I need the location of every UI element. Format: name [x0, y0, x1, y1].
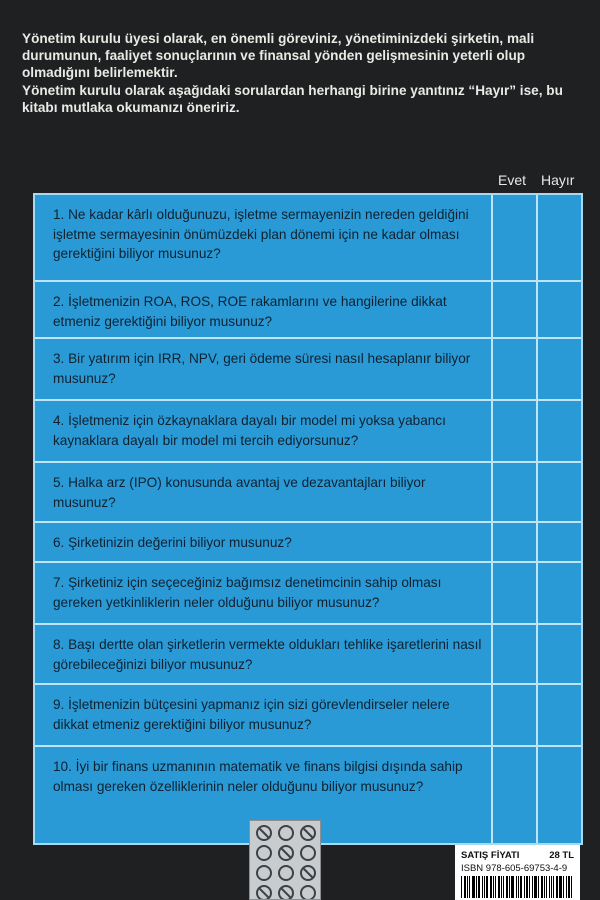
barcode-bar	[524, 876, 525, 898]
barcode-bar	[549, 876, 551, 898]
column-header-hayir: Hayır	[541, 172, 575, 188]
intro-text	[22, 30, 588, 116]
question-text: 4. İşletmeniz için özkaynaklara dayalı bir model mi yoksa yabancı kaynaklara dayalı bir model mi tercih ediyorsunuz?	[53, 413, 446, 448]
barcode-bar	[501, 876, 502, 898]
answer-box-hayir[interactable]	[538, 563, 581, 623]
question-row	[35, 523, 581, 563]
barcode-bar	[486, 876, 488, 898]
barcode-bar	[571, 876, 572, 898]
barcode-bar	[563, 876, 564, 898]
barcode-bar	[559, 876, 562, 898]
barcode	[461, 876, 574, 898]
question-text: 2. İşletmenizin ROA, ROS, ROE rakamlarını ve hangilerine dikkat etmeniz gerektiğini biliyor musunuz?	[53, 294, 447, 329]
answer-box-evet[interactable]	[493, 625, 536, 683]
question-text: 10. İyi bir finans uzmanının matematik ve finans bilgisi dışında sahip olması gereken özelliklerinin neler olduğunu biliyor musunuz?	[53, 759, 463, 794]
barcode-bar	[484, 876, 485, 898]
question-text: 7. Şirketiniz için seçeceğiniz bağımsız denetimcinin sahip olması gereken yetkinliklerin neler olduğunu biliyor musunuz?	[53, 575, 442, 610]
question-text: 8. Başı dertte olan şirketlerin vermekte oldukları tehlike işaretlerini nasıl görebileceğinizi biliyor musunuz?	[53, 637, 482, 672]
barcode-bar	[529, 876, 530, 898]
answer-box-evet[interactable]	[493, 563, 536, 623]
barcode-bar	[538, 876, 539, 898]
barcode-bar	[516, 876, 517, 898]
barcode-bar	[490, 876, 493, 898]
barcode-bar	[566, 876, 567, 898]
question-row	[35, 195, 581, 282]
answer-box-evet[interactable]	[493, 685, 536, 745]
answer-box-hayir[interactable]	[538, 523, 581, 561]
barcode-bar	[509, 876, 510, 898]
price-value: 28 TL	[549, 850, 574, 861]
answer-box-hayir[interactable]	[538, 685, 581, 745]
barcode-bar	[464, 876, 466, 898]
barcode-bar	[520, 876, 522, 898]
barcode-bar	[518, 876, 519, 898]
price-label	[455, 845, 580, 900]
barcode-bar	[476, 876, 477, 898]
answer-box-hayir[interactable]	[538, 463, 581, 521]
barcode-bar	[493, 876, 494, 898]
answer-box-evet[interactable]	[493, 523, 536, 561]
intro-paragraph-1: Yönetim kurulu üyesi olarak, en önemli göreviniz, yönetiminizdeki şirketin, mali durumunun, faaliyet sonuçlarının ve finansal yönden gelişmesinin yeterli olup olmadığını belirlemektir.	[22, 31, 535, 81]
question-row	[35, 685, 581, 747]
answer-box-evet[interactable]	[493, 401, 536, 461]
question-row	[35, 563, 581, 625]
barcode-bar	[526, 876, 528, 898]
barcode-bar	[461, 876, 462, 898]
answer-box-evet[interactable]	[493, 339, 536, 399]
question-text: 9. İşletmenizin bütçesini yapmanız için sizi görevlendirseler nelere dikkat etmeniz gerektiğini biliyor musunuz?	[53, 697, 450, 732]
answer-box-hayir[interactable]	[538, 195, 581, 280]
question-row	[35, 625, 581, 685]
barcode-bar	[546, 876, 547, 898]
answer-box-evet[interactable]	[493, 463, 536, 521]
question-row	[35, 401, 581, 463]
answer-box-hayir[interactable]	[538, 625, 581, 683]
intro-paragraph-2: Yönetim kurulu olarak aşağıdaki sorulardan herhangi birine yanıtınız “Hayır” ise, bu kitabı mutlaka okumanızı öneririz.	[22, 82, 563, 115]
question-row	[35, 339, 581, 401]
barcode-bar	[506, 876, 508, 898]
question-text: 5. Halka arz (IPO) konusunda avantaj ve dezavantajları biliyor musunuz?	[53, 475, 426, 510]
barcode-bar	[467, 876, 468, 898]
answer-box-evet[interactable]	[493, 195, 536, 280]
question-row	[35, 463, 581, 523]
barcode-bar	[469, 876, 470, 898]
answer-box-evet[interactable]	[493, 747, 536, 843]
barcode-bar	[553, 876, 554, 898]
answer-box-evet[interactable]	[493, 282, 536, 337]
question-text: 6. Şirketinizin değerini biliyor musunuz?	[53, 535, 292, 550]
question-row	[35, 282, 581, 339]
barcode-bar	[498, 876, 500, 898]
barcode-bar	[551, 876, 552, 898]
barcode-bar	[482, 876, 483, 898]
answer-box-hayir[interactable]	[538, 401, 581, 461]
answer-box-hayir[interactable]	[538, 282, 581, 337]
barcode-bar	[472, 876, 475, 898]
question-text: 3. Bir yatırım için IRR, NPV, geri ödeme süresi nasıl hesaplanır biliyor musunuz?	[53, 351, 471, 386]
barcode-bar	[495, 876, 496, 898]
isbn-text: ISBN 978-605-69753-4-9	[461, 863, 568, 874]
barcode-bar	[568, 876, 570, 898]
barcode-bar	[532, 876, 533, 898]
column-header-evet: Evet	[498, 172, 527, 188]
answer-box-hayir[interactable]	[538, 747, 581, 843]
price-title: SATIŞ FİYATI	[461, 850, 520, 861]
barcode-bar	[534, 876, 537, 898]
barcode-bar	[541, 876, 543, 898]
barcode-bar	[511, 876, 514, 898]
question-table	[33, 193, 583, 845]
barcode-bar	[478, 876, 480, 898]
barcode-bar	[544, 876, 545, 898]
hologram-sticker	[249, 820, 321, 900]
question-text: 1. Ne kadar kârlı olduğunuzu, işletme sermayenizin nereden geldiğini işletme sermayesinin önümüzdeki plan dönemi için ne kadar olması gerektiğini biliyor musunuz?	[53, 207, 469, 261]
answer-box-hayir[interactable]	[538, 339, 581, 399]
barcode-bar	[556, 876, 558, 898]
barcode-bar	[503, 876, 504, 898]
